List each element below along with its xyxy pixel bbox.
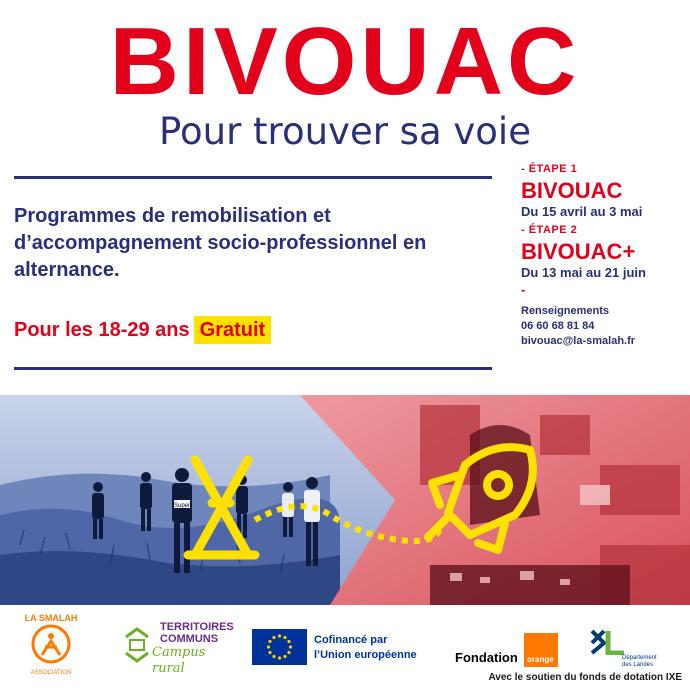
eu-text — [314, 633, 417, 663]
step-2-label: - ÉTAPE 2 — [521, 224, 578, 236]
step-2-dates: Du 13 mai au 21 juin — [521, 265, 646, 280]
steps-column — [521, 162, 681, 349]
smalah-bottom-text: ASSOCIATION — [30, 670, 72, 676]
smalah-emblem-icon — [18, 611, 84, 677]
contact-email[interactable]: bivouac@la-smalah.fr — [521, 335, 636, 347]
divider-top — [14, 176, 492, 179]
landes-logo — [588, 629, 680, 669]
divider-bottom — [14, 367, 492, 370]
eu-text-2: l’Union européenne — [314, 649, 417, 661]
territoires-text-1: TERRITOIRES — [160, 621, 234, 633]
contact-title: Renseignements — [521, 305, 610, 317]
la-smalah-logo — [18, 611, 84, 677]
landes-text-2: des Landes — [622, 662, 654, 668]
gratuit-badge: Gratuit — [194, 316, 272, 344]
bivouac-title: BIVOUAC — [109, 8, 581, 115]
footer-note: Avec le soutien du fonds de dotation IXE — [488, 672, 682, 683]
step-2 — [521, 223, 681, 281]
contact-dash: - — [521, 282, 526, 297]
orange-logo-text: orange — [527, 655, 554, 664]
territoires-text-3: Campus rural — [152, 645, 206, 676]
step-1-name: BIVOUAC — [521, 178, 623, 203]
age-range-line — [14, 316, 271, 344]
eu-text-1: Cofinancé par — [314, 634, 388, 646]
photo-illustration — [0, 395, 690, 605]
landes-text-1: Département — [622, 655, 657, 661]
territoires-text-2: COMMUNS — [160, 633, 219, 645]
territoires-communs-logo — [120, 621, 240, 676]
recycle-arrows-icon — [120, 625, 154, 665]
eu-flag — [252, 629, 307, 665]
smalah-top-text: LA SMALAH — [24, 613, 78, 623]
eu-stars-icon — [252, 629, 307, 665]
step-1-label: - ÉTAPE 1 — [521, 163, 578, 175]
programmes-text: Programmes de remobilisation et d’accompagnement socio-professionnel en alternance. — [14, 205, 427, 281]
photo-band — [0, 395, 690, 605]
step-2-name: BIVOUAC+ — [521, 239, 636, 264]
shirt-text: Super — [173, 503, 191, 509]
contact-phone[interactable]: 06 60 68 81 84 — [521, 320, 595, 332]
step-1-dates: Du 15 avril au 3 mai — [521, 204, 643, 219]
xl-logo-icon — [590, 629, 630, 655]
fondation-text: Fondation — [455, 650, 518, 665]
age-range-text: Pour les 18-29 ans — [14, 319, 190, 341]
subtitle: Pour trouver sa voie — [159, 110, 531, 153]
partners-footer — [0, 605, 690, 690]
step-1 — [521, 162, 681, 220]
orange-logo — [524, 633, 558, 667]
